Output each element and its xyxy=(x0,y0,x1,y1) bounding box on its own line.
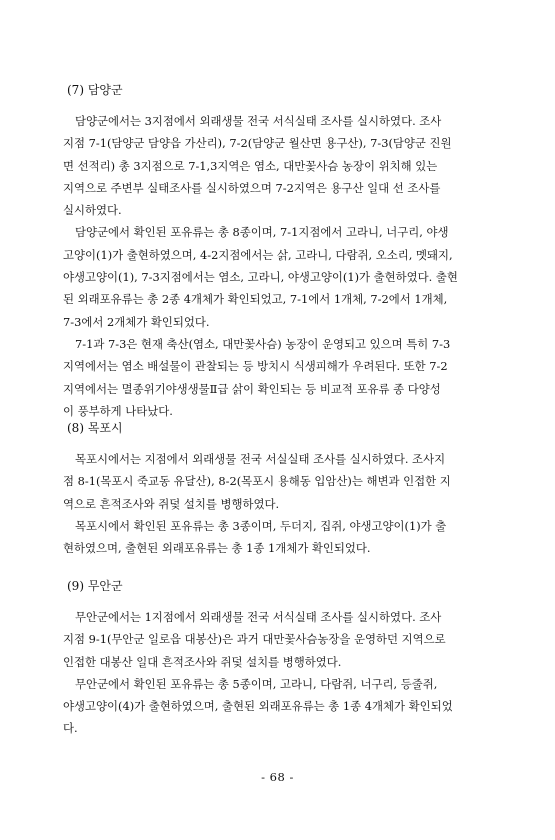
text-line: 담양군에서는 3지점에서 외래생물 전국 서식실태 조사를 실시하였다. 조사 xyxy=(75,114,442,128)
text-line: 지점 7-1(담양군 담양읍 가산리), 7-2(담양군 월산면 용구산), 7-3(담양군 진원 xyxy=(63,136,452,151)
paragraph xyxy=(63,333,490,422)
text-line: 실시하였다. xyxy=(63,203,122,218)
paragraph xyxy=(63,673,490,740)
paragraph xyxy=(63,448,490,515)
text-line: 이 풍부하게 나타났다. xyxy=(63,403,173,418)
text-line: 현하였으며, 출현된 외래포유류는 총 1종 1개체가 확인되었다. xyxy=(63,541,371,556)
text-line: 7-1과 7-3은 현재 축산(염소, 대만꽃사슴) 농장이 운영되고 있으며 특히 7-3 xyxy=(75,336,451,351)
paragraph xyxy=(63,606,490,673)
paragraph xyxy=(63,515,490,560)
text-line: 지역에서는 멸종위기야생생물Ⅱ급 삵이 확인되는 등 비교적 포유류 종 다양성 xyxy=(63,381,441,396)
text-line: 지역으로 주변부 실태조사를 실시하였으며 7-2지역은 용구산 일대 선 조사를 xyxy=(63,180,441,195)
text-line: 야생고양이(1), 7-3지점에서는 염소, 고라니, 야생고양이(1)가 출현하였다. 출현 xyxy=(63,270,458,285)
text-line: 지역에서는 염소 배설물이 관찰되는 등 방치시 식생피해가 우려된다. 또한 7-2 xyxy=(63,359,448,374)
text-line: 면 선적리) 총 3지점으로 7-1,3지역은 염소, 대만꽃사슴 농장이 위치해 있는 xyxy=(63,158,438,173)
section-damyang xyxy=(63,80,490,422)
text-line: 인접한 대봉산 일대 흔적조사와 쥐덫 설치를 병행하였다. xyxy=(63,654,342,669)
page-number: - 68 - xyxy=(261,770,294,784)
text-line: 다. xyxy=(63,721,78,736)
text-line: 무안군에서는 1지점에서 외래생물 전국 서식실태 조사를 실시하였다. 조사 xyxy=(75,610,442,624)
text-line: 점 8-1(목포시 죽교동 유달산), 8-2(목포시 용해동 입암산)는 해변과 인접한 지 xyxy=(63,474,451,489)
text-line: 목포시에서 확인된 포유류는 총 3종이며, 두더지, 집쥐, 야생고양이(1)가 출 xyxy=(75,518,447,533)
text-line: 역으로 흔적조사와 쥐덫 설치를 병행하였다. xyxy=(63,496,280,511)
section-heading: (8) 목포시 xyxy=(67,421,123,435)
section-mokpo xyxy=(63,418,490,559)
text-line: 담양군에서 확인된 포유류는 총 8종이며, 7-1지점에서 고라니, 너구리, 야생 xyxy=(75,225,449,240)
text-line: 고양이(1)가 출현하였으며, 4-2지점에서는 삵, 고라니, 다람쥐, 오소리, 멧돼지, xyxy=(63,247,453,262)
text-line: 된 외래포유류는 총 2종 4개체가 확인되었고, 7-1에서 1개체, 7-2에서 1개체, xyxy=(63,292,448,307)
section-heading: (7) 담양군 xyxy=(67,83,123,97)
section-heading: (9) 무안군 xyxy=(67,579,123,593)
paragraph xyxy=(63,110,490,221)
section-muan xyxy=(63,576,490,740)
text-line: 목포시에서는 지점에서 외래생물 전국 서실실태 조사를 실시하였다. 조사지 xyxy=(75,452,446,466)
text-line: 7-3에서 2개체가 확인되었다. xyxy=(63,314,210,329)
text-line: 지점 9-1(무안군 일로읍 대봉산)은 과거 대만꽃사슴농장을 운영하던 지역으로 xyxy=(63,632,446,647)
text-line: 야생고양이(4)가 출현하였으며, 출현된 외래포유류는 총 1종 4개체가 확인되었 xyxy=(63,699,453,714)
paragraph xyxy=(63,221,490,332)
text-line: 무안군에서 확인된 포유류는 총 5종이며, 고라니, 다람쥐, 너구리, 등줄쥐, xyxy=(75,676,438,691)
